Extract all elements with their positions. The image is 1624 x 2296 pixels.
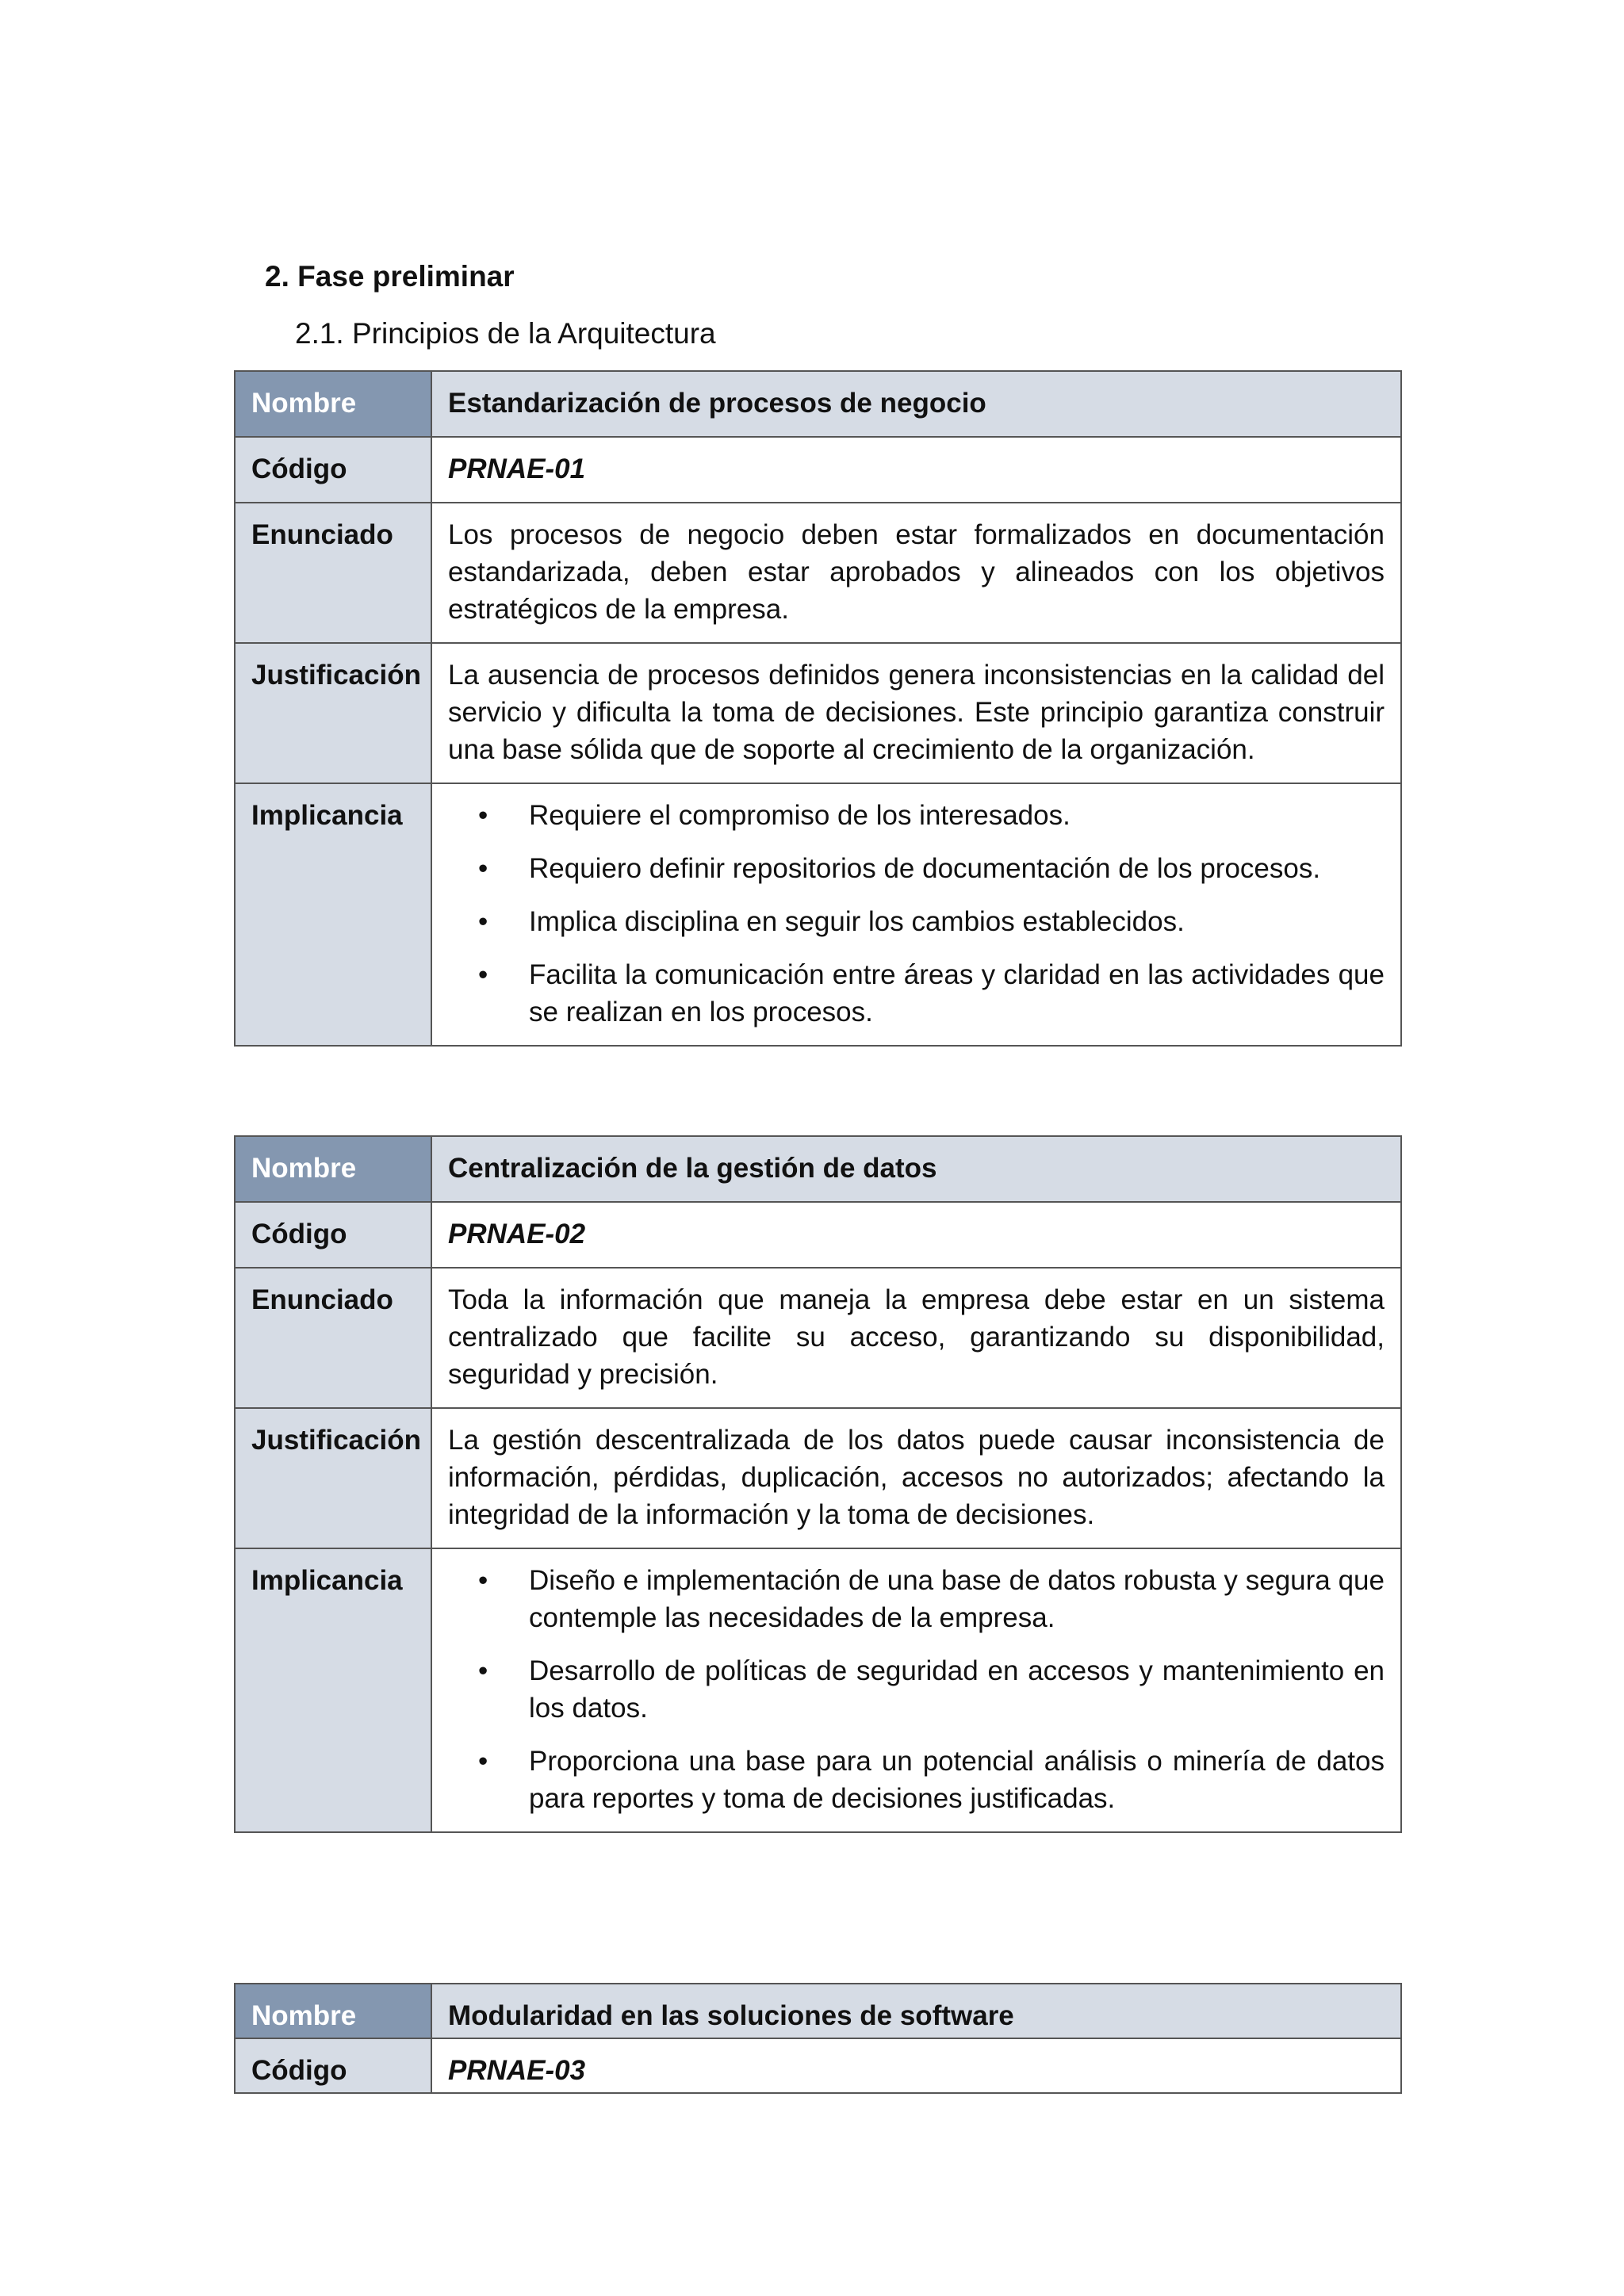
list-item: • Desarrollo de políticas de seguridad en accesos y mantenimiento en los datos.	[529, 1652, 1385, 1727]
label-codigo: Código	[235, 2038, 431, 2093]
principle-code: PRNAE-01	[431, 437, 1401, 503]
bullet-icon: •	[478, 800, 488, 831]
bullet-icon: •	[478, 1655, 488, 1686]
principle-implications	[431, 783, 1401, 1046]
bullet-icon: •	[478, 1565, 488, 1596]
principle-code: PRNAE-03	[431, 2038, 1401, 2093]
row-codigo	[235, 437, 1401, 503]
list-item: • Proporciona una base para un potencial análisis o minería de datos para reportes y toma de decisiones justificadas.	[529, 1743, 1385, 1817]
label-implicancia: Implicancia	[235, 1548, 431, 1832]
row-implicancia	[235, 783, 1401, 1046]
list-item: • Requiero definir repositorios de documentación de los procesos.	[529, 850, 1385, 887]
principle-statement: Los procesos de negocio deben estar formalizados en documentación estandarizada, deben estar aprobados y alineados con los objetivos estratégicos de la empresa.	[431, 503, 1401, 643]
bullet-icon: •	[478, 1746, 488, 1777]
row-justificacion	[235, 1408, 1401, 1548]
row-implicancia	[235, 1548, 1401, 1832]
label-justificacion: Justificación	[235, 643, 431, 783]
label-justificacion: Justificación	[235, 1408, 431, 1548]
bullet-icon: •	[478, 906, 488, 937]
principle-implications	[431, 1548, 1401, 1832]
label-implicancia: Implicancia	[235, 783, 431, 1046]
list-item: • Requiere el compromiso de los interesados.	[529, 797, 1385, 834]
principle-name: Estandarización de procesos de negocio	[431, 371, 1401, 437]
bullet-icon: •	[478, 853, 488, 884]
label-nombre: Nombre	[235, 371, 431, 437]
principle-statement: Toda la información que maneja la empresa debe estar en un sistema centralizado que facilite su acceso, garantizando su disponibilidad, seguridad y precisión.	[431, 1268, 1401, 1408]
row-codigo	[235, 2038, 1401, 2093]
list-item: • Implica disciplina en seguir los cambios establecidos.	[529, 903, 1385, 940]
list-item: • Diseño e implementación de una base de datos robusta y segura que contemple las necesidades de la empresa.	[529, 1562, 1385, 1636]
bullet-icon: •	[478, 959, 488, 990]
implications-list	[448, 1562, 1385, 1817]
section-subheading: 2.1. Principios de la Arquitectura	[295, 317, 716, 350]
row-enunciado	[235, 503, 1401, 643]
row-enunciado	[235, 1268, 1401, 1408]
row-nombre	[235, 1136, 1401, 1202]
principle-name: Centralización de la gestión de datos	[431, 1136, 1401, 1202]
principle-name: Modularidad en las soluciones de software	[431, 1984, 1401, 2038]
row-nombre	[235, 371, 1401, 437]
row-nombre	[235, 1984, 1401, 2038]
label-codigo: Código	[235, 1202, 431, 1268]
principle-code: PRNAE-02	[431, 1202, 1401, 1268]
implications-list	[448, 797, 1385, 1031]
row-codigo	[235, 1202, 1401, 1268]
label-enunciado: Enunciado	[235, 503, 431, 643]
principle-table-2	[234, 1135, 1402, 1833]
section-heading: 2. Fase preliminar	[265, 260, 515, 293]
row-justificacion	[235, 643, 1401, 783]
principle-rationale: La ausencia de procesos definidos genera inconsistencias en la calidad del servicio y dificulta la toma de decisiones. Este principio garantiza construir una base sólida que de soporte al crecimiento de la organización.	[431, 643, 1401, 783]
label-codigo: Código	[235, 437, 431, 503]
principle-table-1	[234, 370, 1402, 1047]
label-enunciado: Enunciado	[235, 1268, 431, 1408]
list-item: • Facilita la comunicación entre áreas y claridad en las actividades que se realizan en los procesos.	[529, 956, 1385, 1031]
principle-table-3	[234, 1983, 1402, 2094]
label-nombre: Nombre	[235, 1136, 431, 1202]
label-nombre: Nombre	[235, 1984, 431, 2038]
principle-rationale: La gestión descentralizada de los datos puede causar inconsistencia de información, pérdidas, duplicación, accesos no autorizados; afectando la integridad de la información y la toma de decisiones.	[431, 1408, 1401, 1548]
